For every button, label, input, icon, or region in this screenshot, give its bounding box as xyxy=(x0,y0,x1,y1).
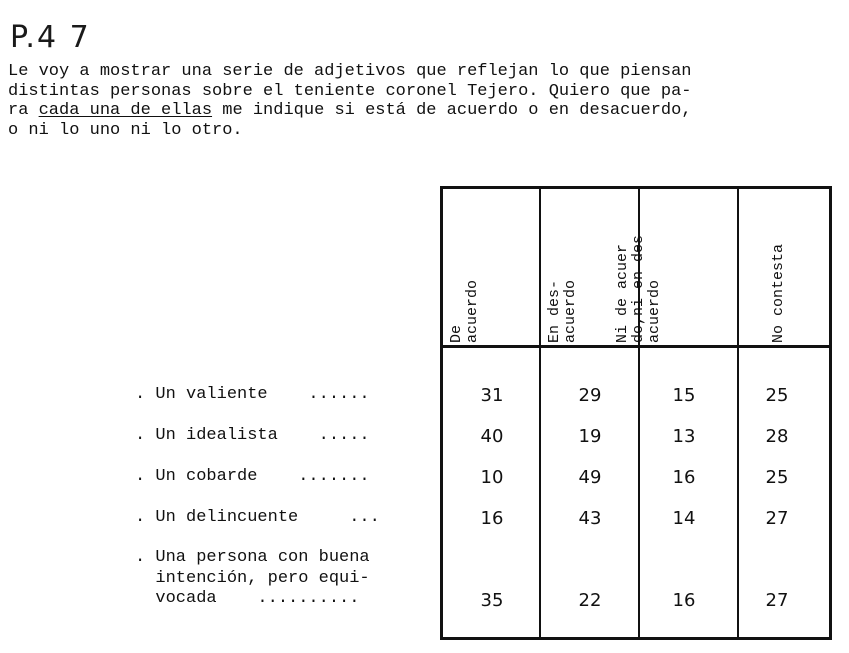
table-cell: 28 xyxy=(765,426,789,447)
table-cell: 16 xyxy=(672,590,696,611)
row-label-delincuente: . Un delincuente ... xyxy=(135,508,380,527)
table-cell: 25 xyxy=(765,385,789,406)
intro-line-1: Le voy a mostrar una serie de adjetivos que reflejan lo que piensan xyxy=(8,62,692,81)
intro-text xyxy=(8,62,838,140)
row-label-cobarde: . Un cobarde ....... xyxy=(135,467,370,486)
column-header-de-acuerdo: De acuerdo xyxy=(448,279,481,343)
table-cell: 25 xyxy=(765,467,789,488)
row-label-persona-equivocada: . Una persona con buena intención, pero equi- vocada .......... xyxy=(135,548,370,608)
table-cell: 49 xyxy=(578,467,602,488)
table-cell: 22 xyxy=(578,590,602,611)
results-table xyxy=(440,186,832,640)
table-cell: 15 xyxy=(672,385,696,406)
intro-line-4: o ni lo uno ni lo otro. xyxy=(8,120,243,140)
table-cell: 16 xyxy=(480,508,504,529)
table-cell: 19 xyxy=(578,426,602,447)
table-cell: 10 xyxy=(480,467,504,488)
column-header-ni-acuerdo-ni-desacuerdo: Ni de acuer do,ni en des acuerdo xyxy=(614,234,663,343)
row-label-valiente: . Un valiente ...... xyxy=(135,385,370,404)
header-separator xyxy=(443,345,829,348)
table-cell: 35 xyxy=(480,590,504,611)
table-cell: 14 xyxy=(672,508,696,529)
column-header-no-contesta: No contesta xyxy=(770,243,787,343)
row-label-idealista: . Un idealista ..... xyxy=(135,426,370,445)
table-cell: 40 xyxy=(480,426,504,447)
table-cell: 13 xyxy=(672,426,696,447)
table-cell: 27 xyxy=(765,508,789,529)
table-cell: 43 xyxy=(578,508,602,529)
table-cell: 27 xyxy=(765,590,789,611)
column-divider xyxy=(737,189,739,637)
intro-underlined-phrase: cada una de ellas xyxy=(38,101,213,120)
column-divider xyxy=(539,189,541,637)
question-number: P.4 7 xyxy=(10,20,91,55)
intro-line-3-end: me indique si está de acuerdo o en desacuerdo, xyxy=(212,101,692,120)
intro-line-2: distintas personas sobre el teniente coronel Tejero. Quiero que pa- xyxy=(8,81,692,101)
table-cell: 16 xyxy=(672,467,696,488)
table-cell: 29 xyxy=(578,385,602,406)
intro-line-3-start: ra xyxy=(8,101,39,120)
table-cell: 31 xyxy=(480,385,504,406)
column-header-en-desacuerdo: En des- acuerdo xyxy=(546,279,579,343)
